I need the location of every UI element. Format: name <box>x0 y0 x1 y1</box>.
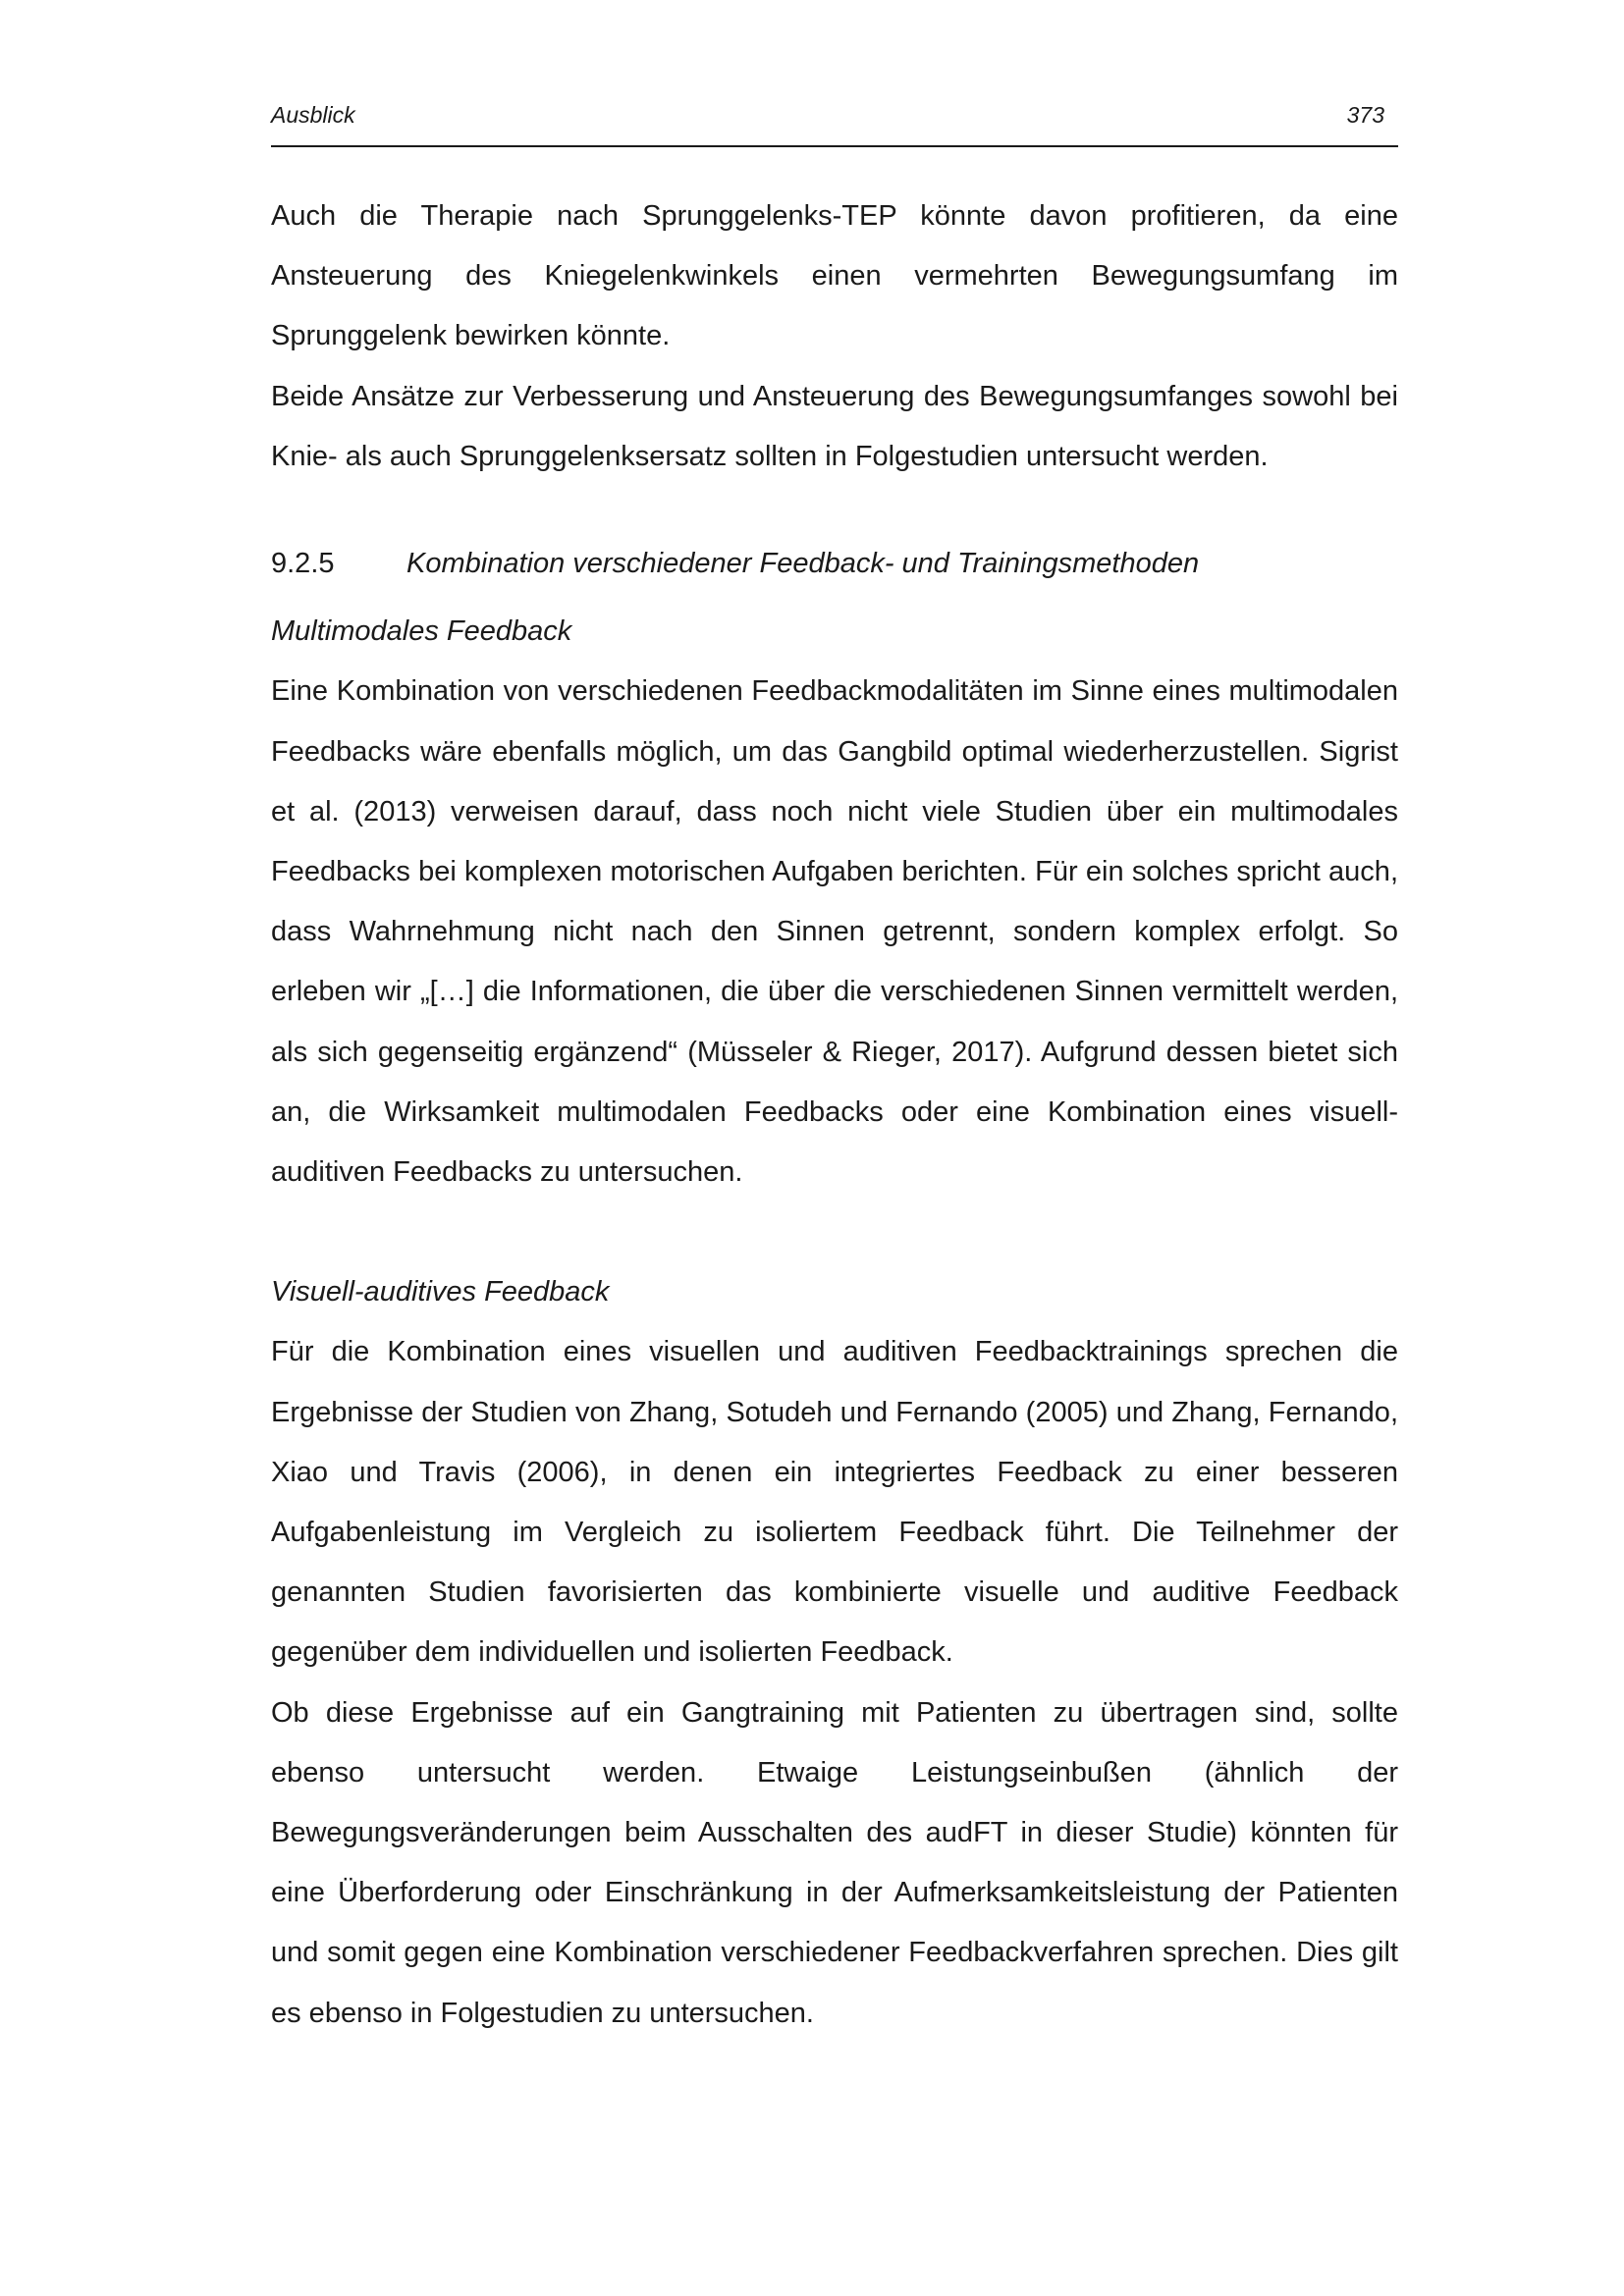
header-title: Ausblick <box>271 102 355 128</box>
intro-paragraph-2: Beide Ansätze zur Verbesserung und Ansteuerung des Bewegungsumfanges sowohl bei Knie- als auch Sprunggelenksersatz sollten in Folgestudien untersucht werden. <box>271 380 1398 472</box>
subsection-heading-multimodal: Multimodales Feedback <box>271 615 572 648</box>
visual-auditory-paragraph-2: Ob diese Ergebnisse auf ein Gangtraining mit Patienten zu übertragen sind, sollte ebenso untersucht werden. Etwaige Leistungseinbußen (ähnlich der Bewegungsveränderungen beim Ausschalten des audFT in dieser Studie) könnten für eine Überforderung oder Einschränkung in der Aufmerksamkeitsleistung der Patienten und somit gegen eine Kombination verschiedener Feedbackverfahren sprechen. Dies gilt es ebenso in Folgestudien zu untersuchen. <box>271 1696 1398 2029</box>
page-number: 373 <box>1346 102 1384 128</box>
section-title: Kombination verschiedener Feedback- und Trainingsmethoden <box>406 548 1200 580</box>
subsection-heading-visual-auditory: Visuell-auditives Feedback <box>271 1276 610 1308</box>
page-content <box>271 187 1398 2044</box>
intro-paragraph: Auch die Therapie nach Sprunggelenks-TEP könnte davon profitieren, da eine Ansteuerung des Kniegelenkwinkels einen vermehrten Bewegungsumfang im Sprunggelenk bewirken könnte. <box>271 200 1398 352</box>
section-heading <box>271 534 1398 594</box>
running-header <box>271 98 1398 147</box>
multimodal-paragraph: Eine Kombination von verschiedenen Feedbackmodalitäten im Sinne eines multimodalen Feedbacks wäre ebenfalls möglich, um das Gangbild optimal wiederherzustellen. Sigrist et al. (2013) verweisen darauf, dass noch nicht viele Studien über ein multimodales Feedbacks bei komplexen motorischen Aufgaben berichten. Für ein solches spricht auch, dass Wahrnehmung nicht nach den Sinnen getrennt, sondern komplex erfolgt. So erleben wir „[…] die Informationen, die über die verschiedenen Sinnen vermittelt werden, als sich gegenseitig ergänzend“ (Müsseler & Rieger, 2017). Aufgrund dessen bietet sich an, die Wirksamkeit multimodalen Feedbacks oder eine Kombination eines visuell-auditiven Feedbacks zu untersuchen. <box>271 675 1398 1189</box>
visual-auditory-paragraph-1: Für die Kombination eines visuellen und auditiven Feedbacktrainings sprechen die Ergebnisse der Studien von Zhang, Sotudeh und Fernando (2005) und Zhang, Fernando, Xiao und Travis (2006), in denen ein integriertes Feedback zu einer besseren Aufgabenleistung im Vergleich zu isoliertem Feedback führt. Die Teilnehmer der genannten Studien favorisierten das kombinierte visuelle und auditive Feedback gegenüber dem individuellen und isolierten Feedback. <box>271 1336 1398 1669</box>
section-number: 9.2.5 <box>271 548 335 580</box>
